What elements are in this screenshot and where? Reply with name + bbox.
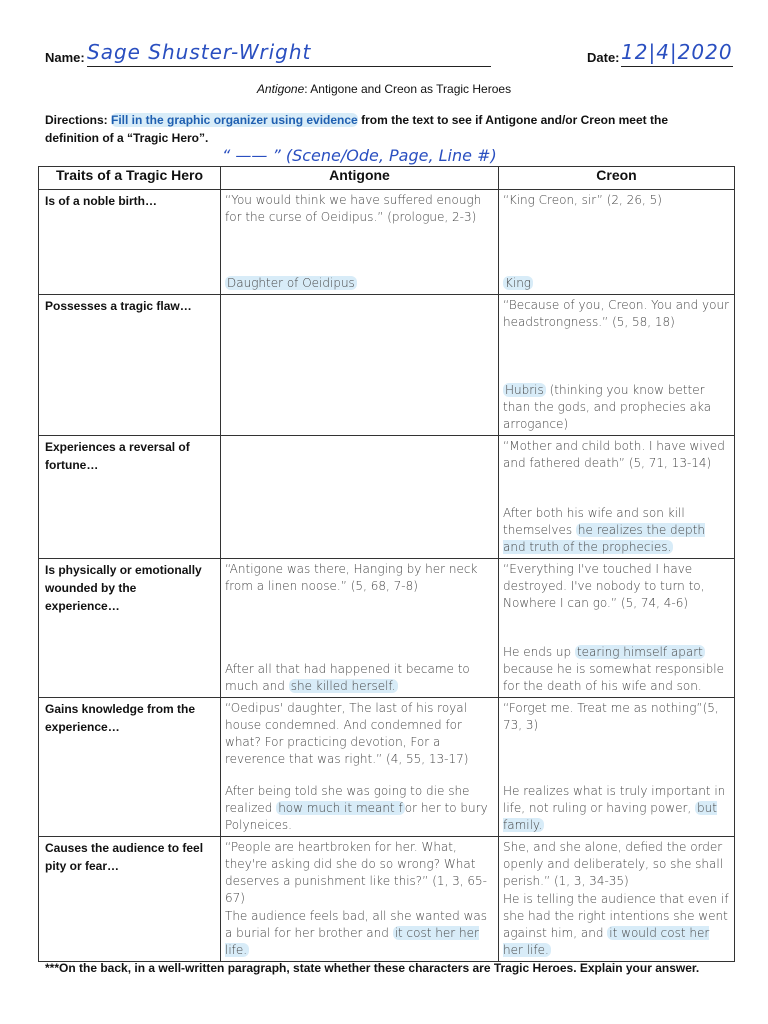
antigone-quote[interactable]: “Antigone was there, Hanging by her neck from a linen noose.” (5, 68, 7-8) bbox=[225, 562, 478, 593]
antigone-explanation[interactable] bbox=[225, 783, 494, 834]
creon-expl-text: He realizes what is truly important in life, not ruling or having power, bbox=[503, 784, 726, 815]
antigone-expl-highlight: how much it meant f bbox=[278, 801, 403, 815]
creon-explanation[interactable] bbox=[503, 783, 730, 834]
creon-quote[interactable]: “Everything I've touched I have destroyed. I've nobody to turn to, Nowhere I can go.” (5, 74, 4-6) bbox=[503, 562, 705, 610]
antigone-empty-cell[interactable] bbox=[221, 295, 498, 435]
antigone-explanation[interactable] bbox=[225, 661, 494, 695]
antigone-quote[interactable]: “You would think we have suffered enough for the curse of Oeidipus.” (prologue, 2-3) bbox=[225, 193, 482, 224]
creon-expl-highlight: Hubris bbox=[505, 383, 544, 397]
date-field[interactable]: 12|4|2020 bbox=[621, 40, 733, 67]
date-label: Date: bbox=[587, 50, 620, 65]
creon-explanation[interactable] bbox=[503, 891, 730, 959]
creon-expl-pre: He ends up bbox=[503, 645, 572, 659]
creon-explanation[interactable] bbox=[503, 505, 730, 556]
creon-expl-highlight: tearing himself apart bbox=[576, 645, 703, 659]
citation-note: “ —— ” (Scene/Ode, Page, Line #) bbox=[222, 146, 497, 165]
creon-explanation[interactable] bbox=[503, 275, 730, 292]
trait-label: Causes the audience to feel pity or fear… bbox=[45, 841, 204, 873]
name-field[interactable]: Sage Shuster-Wright bbox=[87, 40, 491, 67]
table-row bbox=[39, 190, 735, 295]
header-row bbox=[45, 40, 735, 72]
creon-quote[interactable]: “Because of you, Creon. You and your headstrongness.” (5, 58, 18) bbox=[503, 298, 730, 329]
creon-expl-text: He is telling the audience that even if she had the right intentions she went against him, and bbox=[503, 892, 729, 940]
antigone-empty-cell[interactable] bbox=[221, 436, 498, 558]
table-row bbox=[39, 559, 735, 698]
creon-quote[interactable]: “Forget me. Treat me as nothing”(5, 73, 3) bbox=[503, 701, 719, 732]
title-work: Antigone bbox=[256, 82, 305, 96]
header-creon: Creon bbox=[499, 167, 735, 190]
table-row bbox=[39, 698, 735, 837]
trait-label: Is physically or emotionally wounded by the experience… bbox=[45, 563, 202, 613]
creon-expl-highlight: he realizes the depth and truth of the prophecies. bbox=[503, 523, 705, 554]
creon-quote[interactable]: She, and she alone, defied the order openly and deliberately, so she shall perish.” (1, 3, 34-35) bbox=[503, 840, 724, 888]
table-header-row bbox=[39, 167, 735, 190]
antigone-expl-text: After being told she was going to die she realized bbox=[225, 784, 470, 815]
directions-lead: Directions: bbox=[45, 113, 112, 127]
antigone-expl-text: The audience feels bad, all she wanted was a burial for her brother and bbox=[225, 909, 488, 940]
directions-rest: from the text to see if Antigone and/or Creon meet the definition of a “Tragic Hero”. bbox=[45, 113, 668, 145]
antigone-explanation[interactable] bbox=[225, 908, 494, 959]
table-row bbox=[39, 837, 735, 962]
creon-quote[interactable]: “Mother and child both. I have wived and fathered death” (5, 71, 13-14) bbox=[503, 439, 725, 470]
antigone-expl-highlight: it cost her her life. bbox=[225, 926, 479, 957]
antigone-expl-text: After all that had happened it became to much and bbox=[225, 662, 470, 693]
trait-label: Is of a noble birth… bbox=[45, 194, 158, 208]
creon-expl-highlight: King bbox=[505, 276, 532, 290]
creon-expl-text: because he is somewhat responsible for the death of his wife and son. bbox=[503, 662, 724, 693]
antigone-expl-highlight: Daughter of Oeidipus bbox=[227, 276, 355, 290]
creon-expl-text: (thinking you know better than the gods, and prophecies aka arrogance) bbox=[503, 383, 712, 431]
table-row bbox=[39, 295, 735, 436]
antigone-explanation[interactable] bbox=[225, 275, 494, 292]
footer-instructions: ***On the back, in a well-written paragraph, state whether these characters are Tragic Heroes. Explain your answer. bbox=[45, 961, 700, 975]
header-traits: Traits of a Tragic Hero bbox=[39, 167, 221, 190]
creon-expl-highlight: but family. bbox=[503, 801, 717, 832]
table-row bbox=[39, 436, 735, 559]
creon-expl-text: After both his wife and son kill themselves bbox=[503, 506, 685, 537]
directions-highlight: Fill in the graphic organizer using evidence bbox=[111, 113, 358, 127]
antigone-expl-post: or her to bury Polyneices. bbox=[225, 801, 488, 832]
creon-expl-highlight: it would cost her her life. bbox=[503, 926, 710, 957]
antigone-expl-highlight: she killed herself. bbox=[290, 679, 396, 693]
directions bbox=[45, 111, 725, 147]
antigone-quote[interactable]: “Oedipus' daughter, The last of his royal house condemned. And condemned for what? For practicing devotion, For a reverence that was right.” (4, 55, 13-17) bbox=[225, 701, 469, 766]
antigone-quote[interactable]: “People are heartbroken for her. What, they're asking did she do so wrong? What deserves a punishment like this?” (1, 3, 65-67) bbox=[225, 840, 487, 905]
trait-label: Possesses a tragic flaw… bbox=[45, 299, 192, 313]
header-antigone: Antigone bbox=[221, 167, 499, 190]
graphic-organizer bbox=[38, 166, 735, 962]
trait-label: Gains knowledge from the experience… bbox=[45, 702, 196, 734]
name-label: Name: bbox=[45, 50, 85, 65]
title-rest: : Antigone and Creon as Tragic Heroes bbox=[304, 82, 512, 96]
creon-explanation[interactable] bbox=[503, 382, 730, 433]
creon-explanation[interactable] bbox=[503, 644, 730, 695]
page-title bbox=[0, 82, 768, 96]
creon-quote[interactable]: “King Creon, sir” (2, 26, 5) bbox=[503, 193, 662, 207]
trait-label: Experiences a reversal of fortune… bbox=[45, 440, 190, 472]
